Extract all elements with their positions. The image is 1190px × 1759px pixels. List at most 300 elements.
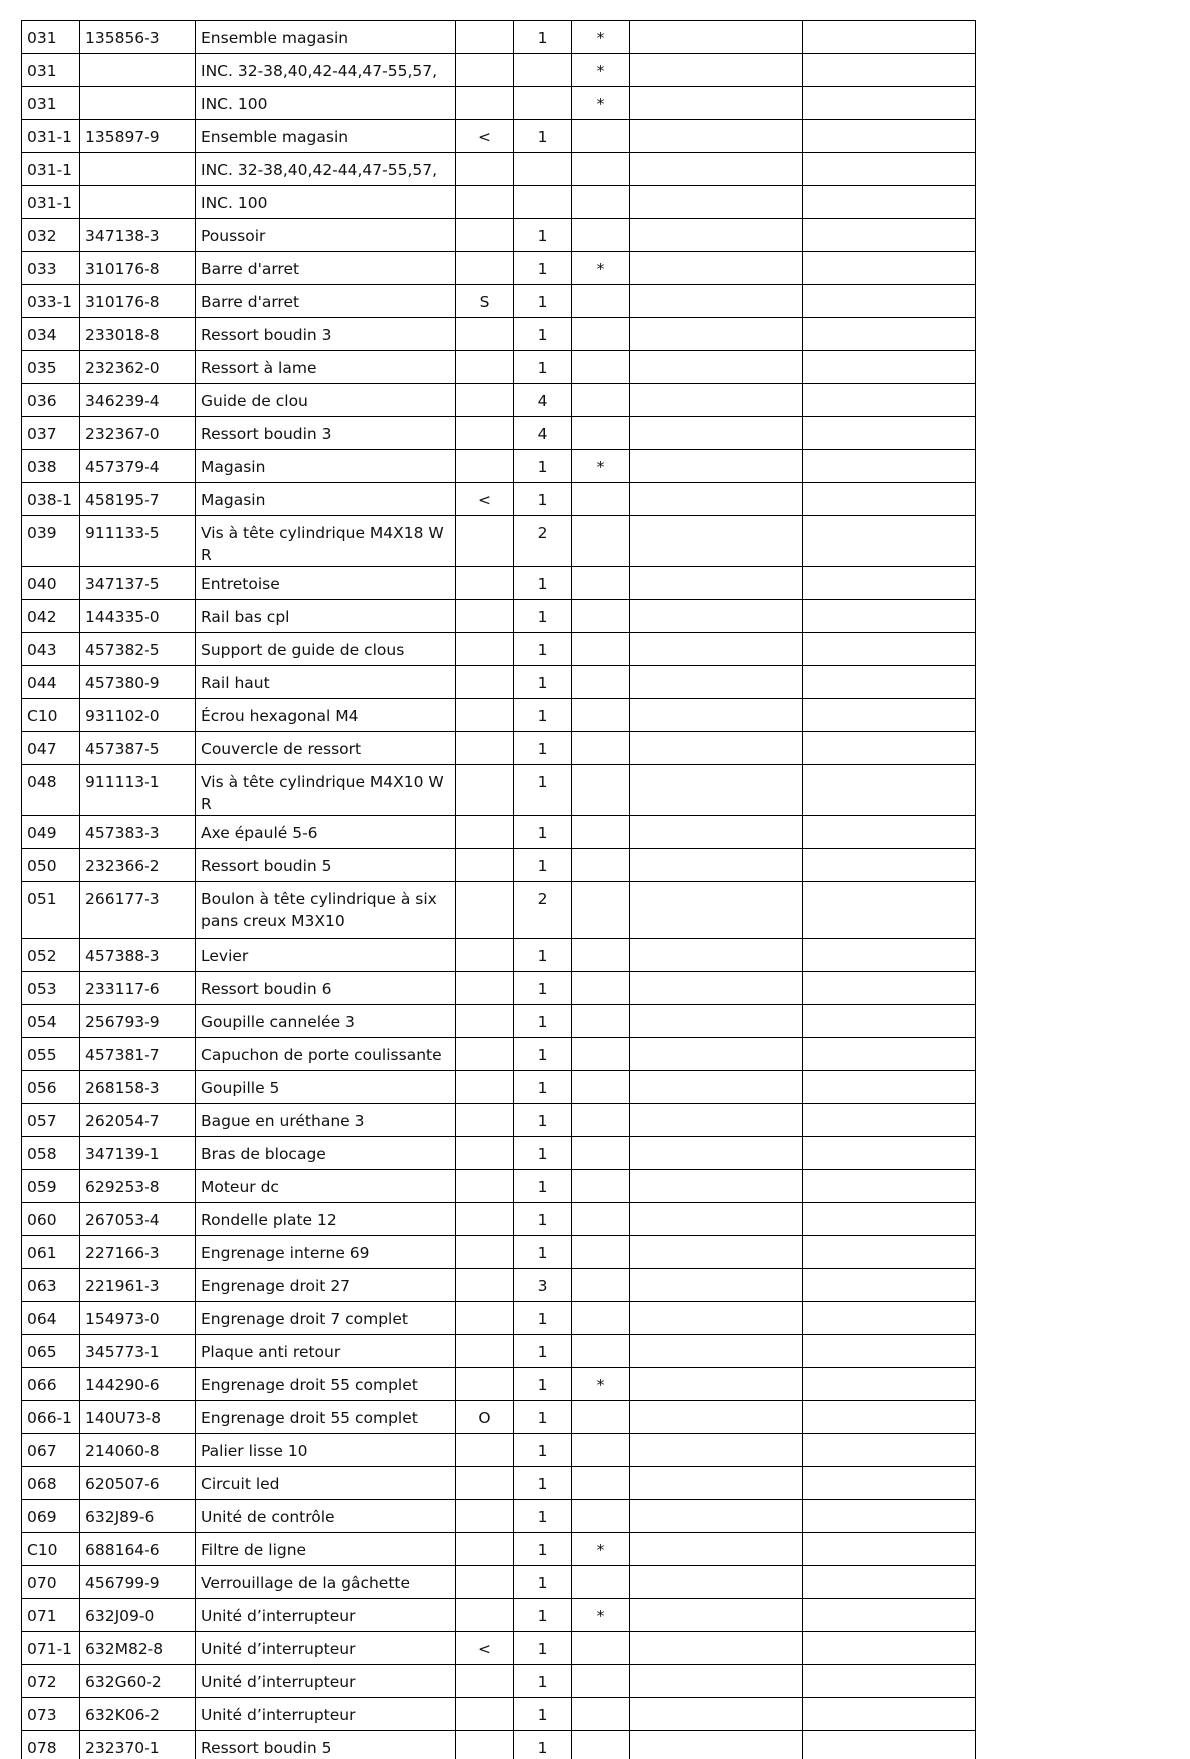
quantity-cell: 1 — [514, 219, 572, 252]
note-mark-cell — [572, 732, 630, 765]
table-row — [22, 1104, 976, 1137]
note-mark-cell — [572, 882, 630, 939]
remark-2-cell — [803, 1236, 976, 1269]
remark-1-cell — [630, 1170, 803, 1203]
item-number-cell: 063 — [22, 1269, 80, 1302]
table-row — [22, 384, 976, 417]
table-row — [22, 186, 976, 219]
description-cell: Levier — [196, 939, 456, 972]
remark-2-cell — [803, 186, 976, 219]
remark-2-cell — [803, 1566, 976, 1599]
part-number-cell: 227166-3 — [80, 1236, 196, 1269]
part-number-cell — [80, 153, 196, 186]
part-number-cell: 154973-0 — [80, 1302, 196, 1335]
table-row — [22, 1500, 976, 1533]
description-cell: Boulon à tête cylindrique à six pans creux M3X10 — [196, 882, 456, 939]
description-cell: Guide de clou — [196, 384, 456, 417]
table-row — [22, 699, 976, 732]
table-row — [22, 849, 976, 882]
table-row — [22, 1665, 976, 1698]
quantity-cell: 1 — [514, 1434, 572, 1467]
description-cell: Ressort boudin 3 — [196, 417, 456, 450]
part-number-cell — [80, 87, 196, 120]
item-number-cell: 049 — [22, 816, 80, 849]
quantity-cell: 1 — [514, 699, 572, 732]
item-number-cell: 031 — [22, 87, 80, 120]
remark-2-cell — [803, 1533, 976, 1566]
parts-table-body — [22, 21, 976, 1759]
description-cell: INC. 32-38,40,42-44,47-55,57, — [196, 153, 456, 186]
table-row — [22, 318, 976, 351]
part-number-cell: 266177-3 — [80, 882, 196, 939]
remark-2-cell — [803, 732, 976, 765]
table-row — [22, 1434, 976, 1467]
part-number-cell: 457380-9 — [80, 666, 196, 699]
description-cell: Engrenage droit 27 — [196, 1269, 456, 1302]
item-number-cell: 059 — [22, 1170, 80, 1203]
change-mark-cell — [456, 882, 514, 939]
remark-2-cell — [803, 1368, 976, 1401]
note-mark-cell — [572, 1302, 630, 1335]
remark-2-cell — [803, 483, 976, 516]
description-cell: Palier lisse 10 — [196, 1434, 456, 1467]
remark-2-cell — [803, 600, 976, 633]
remark-1-cell — [630, 21, 803, 54]
quantity-cell: 1 — [514, 1500, 572, 1533]
remark-1-cell — [630, 1566, 803, 1599]
note-mark-cell — [572, 816, 630, 849]
change-mark-cell — [456, 1071, 514, 1104]
remark-1-cell — [630, 1038, 803, 1071]
item-number-cell: 054 — [22, 1005, 80, 1038]
table-row — [22, 1533, 976, 1566]
remark-2-cell — [803, 1137, 976, 1170]
change-mark-cell — [456, 351, 514, 384]
description-cell: Unité d’interrupteur — [196, 1632, 456, 1665]
quantity-cell: 1 — [514, 1632, 572, 1665]
change-mark-cell — [456, 219, 514, 252]
remark-1-cell — [630, 849, 803, 882]
quantity-cell — [514, 87, 572, 120]
remark-1-cell — [630, 567, 803, 600]
description-cell: Filtre de ligne — [196, 1533, 456, 1566]
remark-1-cell — [630, 186, 803, 219]
note-mark-cell — [572, 219, 630, 252]
item-number-cell: 044 — [22, 666, 80, 699]
quantity-cell: 1 — [514, 1170, 572, 1203]
note-mark-cell — [572, 351, 630, 384]
table-row — [22, 252, 976, 285]
part-number-cell: 232367-0 — [80, 417, 196, 450]
note-mark-cell — [572, 516, 630, 567]
part-number-cell: 262054-7 — [80, 1104, 196, 1137]
remark-2-cell — [803, 1698, 976, 1731]
quantity-cell: 3 — [514, 1269, 572, 1302]
description-cell: Plaque anti retour — [196, 1335, 456, 1368]
item-number-cell: 033 — [22, 252, 80, 285]
item-number-cell: 055 — [22, 1038, 80, 1071]
note-mark-cell — [572, 153, 630, 186]
quantity-cell: 1 — [514, 732, 572, 765]
change-mark-cell — [456, 1368, 514, 1401]
remark-2-cell — [803, 450, 976, 483]
remark-2-cell — [803, 1203, 976, 1236]
quantity-cell: 1 — [514, 816, 572, 849]
remark-2-cell — [803, 1335, 976, 1368]
description-cell: Goupille 5 — [196, 1071, 456, 1104]
remark-2-cell — [803, 1632, 976, 1665]
remark-1-cell — [630, 1731, 803, 1759]
parts-table — [21, 20, 976, 1759]
quantity-cell: 1 — [514, 252, 572, 285]
remark-2-cell — [803, 1302, 976, 1335]
remark-1-cell — [630, 384, 803, 417]
part-number-cell: 931102-0 — [80, 699, 196, 732]
remark-2-cell — [803, 153, 976, 186]
item-number-cell: 071-1 — [22, 1632, 80, 1665]
remark-1-cell — [630, 732, 803, 765]
quantity-cell: 1 — [514, 972, 572, 1005]
item-number-cell: 053 — [22, 972, 80, 1005]
table-row — [22, 1335, 976, 1368]
remark-1-cell — [630, 54, 803, 87]
note-mark-cell — [572, 186, 630, 219]
remark-2-cell — [803, 699, 976, 732]
change-mark-cell — [456, 633, 514, 666]
change-mark-cell — [456, 666, 514, 699]
description-cell: Engrenage droit 55 complet — [196, 1401, 456, 1434]
item-number-cell: 057 — [22, 1104, 80, 1137]
remark-1-cell — [630, 939, 803, 972]
item-number-cell: 043 — [22, 633, 80, 666]
item-number-cell: 051 — [22, 882, 80, 939]
quantity-cell: 1 — [514, 765, 572, 816]
part-number-cell: 256793-9 — [80, 1005, 196, 1038]
table-row — [22, 1467, 976, 1500]
table-row — [22, 732, 976, 765]
change-mark-cell — [456, 87, 514, 120]
description-cell: Unité de contrôle — [196, 1500, 456, 1533]
item-number-cell: C10 — [22, 1533, 80, 1566]
item-number-cell: 072 — [22, 1665, 80, 1698]
description-cell: Écrou hexagonal M4 — [196, 699, 456, 732]
description-cell: Ensemble magasin — [196, 21, 456, 54]
change-mark-cell — [456, 384, 514, 417]
quantity-cell: 1 — [514, 1599, 572, 1632]
description-cell: Engrenage interne 69 — [196, 1236, 456, 1269]
remark-1-cell — [630, 765, 803, 816]
quantity-cell: 2 — [514, 882, 572, 939]
part-number-cell: 457379-4 — [80, 450, 196, 483]
quantity-cell — [514, 153, 572, 186]
remark-1-cell — [630, 816, 803, 849]
change-mark-cell — [456, 1269, 514, 1302]
item-number-cell: 066-1 — [22, 1401, 80, 1434]
description-cell: Ressort boudin 5 — [196, 1731, 456, 1759]
note-mark-cell — [572, 1005, 630, 1038]
remark-1-cell — [630, 1203, 803, 1236]
table-row — [22, 1071, 976, 1104]
quantity-cell: 1 — [514, 1302, 572, 1335]
note-mark-cell — [572, 120, 630, 153]
item-number-cell: 073 — [22, 1698, 80, 1731]
item-number-cell: 031 — [22, 21, 80, 54]
description-cell: Rondelle plate 12 — [196, 1203, 456, 1236]
remark-1-cell — [630, 285, 803, 318]
remark-1-cell — [630, 633, 803, 666]
item-number-cell: 071 — [22, 1599, 80, 1632]
item-number-cell: 034 — [22, 318, 80, 351]
table-row — [22, 516, 976, 567]
item-number-cell: 065 — [22, 1335, 80, 1368]
remark-2-cell — [803, 939, 976, 972]
remark-1-cell — [630, 318, 803, 351]
note-mark-cell — [572, 1236, 630, 1269]
part-number-cell: 345773-1 — [80, 1335, 196, 1368]
table-row — [22, 666, 976, 699]
part-number-cell: 911113-1 — [80, 765, 196, 816]
note-mark-cell: * — [572, 1599, 630, 1632]
part-number-cell: 620507-6 — [80, 1467, 196, 1500]
table-row — [22, 87, 976, 120]
remark-1-cell — [630, 1467, 803, 1500]
quantity-cell: 1 — [514, 1203, 572, 1236]
part-number-cell: 458195-7 — [80, 483, 196, 516]
quantity-cell: 1 — [514, 1566, 572, 1599]
note-mark-cell: * — [572, 1368, 630, 1401]
table-row — [22, 972, 976, 1005]
description-cell: Magasin — [196, 483, 456, 516]
remark-1-cell — [630, 1005, 803, 1038]
remark-2-cell — [803, 882, 976, 939]
change-mark-cell — [456, 153, 514, 186]
remark-1-cell — [630, 1533, 803, 1566]
change-mark-cell — [456, 1335, 514, 1368]
quantity-cell: 1 — [514, 1071, 572, 1104]
change-mark-cell — [456, 1104, 514, 1137]
item-number-cell: 066 — [22, 1368, 80, 1401]
quantity-cell: 1 — [514, 1368, 572, 1401]
table-row — [22, 1269, 976, 1302]
item-number-cell: 068 — [22, 1467, 80, 1500]
remark-1-cell — [630, 1104, 803, 1137]
quantity-cell: 4 — [514, 384, 572, 417]
part-number-cell: 221961-3 — [80, 1269, 196, 1302]
item-number-cell: 033-1 — [22, 285, 80, 318]
note-mark-cell — [572, 849, 630, 882]
quantity-cell — [514, 54, 572, 87]
description-cell: Couvercle de ressort — [196, 732, 456, 765]
part-number-cell: 911133-5 — [80, 516, 196, 567]
change-mark-cell — [456, 1170, 514, 1203]
note-mark-cell: * — [572, 450, 630, 483]
change-mark-cell: < — [456, 483, 514, 516]
part-number-cell: 688164-6 — [80, 1533, 196, 1566]
item-number-cell: 058 — [22, 1137, 80, 1170]
description-cell: Barre d'arret — [196, 285, 456, 318]
change-mark-cell — [456, 186, 514, 219]
remark-2-cell — [803, 666, 976, 699]
remark-2-cell — [803, 384, 976, 417]
change-mark-cell — [456, 1203, 514, 1236]
remark-2-cell — [803, 120, 976, 153]
part-number-cell: 632J89-6 — [80, 1500, 196, 1533]
change-mark-cell: S — [456, 285, 514, 318]
item-number-cell: 042 — [22, 600, 80, 633]
table-row — [22, 417, 976, 450]
part-number-cell: 457381-7 — [80, 1038, 196, 1071]
part-number-cell: 214060-8 — [80, 1434, 196, 1467]
quantity-cell: 1 — [514, 600, 572, 633]
quantity-cell: 1 — [514, 633, 572, 666]
item-number-cell: 060 — [22, 1203, 80, 1236]
description-cell: Magasin — [196, 450, 456, 483]
part-number-cell: 632G60-2 — [80, 1665, 196, 1698]
change-mark-cell — [456, 1005, 514, 1038]
remark-1-cell — [630, 1401, 803, 1434]
part-number-cell: 232362-0 — [80, 351, 196, 384]
remark-2-cell — [803, 417, 976, 450]
remark-1-cell — [630, 1071, 803, 1104]
quantity-cell: 1 — [514, 849, 572, 882]
part-number-cell: 310176-8 — [80, 252, 196, 285]
description-cell: Bras de blocage — [196, 1137, 456, 1170]
note-mark-cell — [572, 1401, 630, 1434]
item-number-cell: 038-1 — [22, 483, 80, 516]
remark-2-cell — [803, 816, 976, 849]
change-mark-cell: < — [456, 1632, 514, 1665]
description-cell: Moteur dc — [196, 1170, 456, 1203]
table-row — [22, 21, 976, 54]
change-mark-cell — [456, 1566, 514, 1599]
part-number-cell: 144335-0 — [80, 600, 196, 633]
item-number-cell: 031-1 — [22, 153, 80, 186]
item-number-cell: C10 — [22, 699, 80, 732]
change-mark-cell — [456, 849, 514, 882]
remark-2-cell — [803, 219, 976, 252]
change-mark-cell — [456, 1599, 514, 1632]
description-cell: INC. 100 — [196, 186, 456, 219]
item-number-cell: 037 — [22, 417, 80, 450]
table-row — [22, 153, 976, 186]
quantity-cell: 2 — [514, 516, 572, 567]
item-number-cell: 032 — [22, 219, 80, 252]
remark-1-cell — [630, 882, 803, 939]
note-mark-cell — [572, 1434, 630, 1467]
table-row — [22, 1731, 976, 1759]
part-number-cell: 457387-5 — [80, 732, 196, 765]
note-mark-cell — [572, 1632, 630, 1665]
quantity-cell: 1 — [514, 21, 572, 54]
description-cell: Entretoise — [196, 567, 456, 600]
remark-1-cell — [630, 417, 803, 450]
remark-1-cell — [630, 1269, 803, 1302]
table-row — [22, 1236, 976, 1269]
note-mark-cell — [572, 1104, 630, 1137]
table-row — [22, 939, 976, 972]
change-mark-cell — [456, 1665, 514, 1698]
part-number-cell: 347139-1 — [80, 1137, 196, 1170]
remark-2-cell — [803, 1500, 976, 1533]
part-number-cell: 233117-6 — [80, 972, 196, 1005]
item-number-cell: 056 — [22, 1071, 80, 1104]
quantity-cell: 1 — [514, 1401, 572, 1434]
item-number-cell: 038 — [22, 450, 80, 483]
note-mark-cell: * — [572, 21, 630, 54]
note-mark-cell — [572, 1665, 630, 1698]
change-mark-cell — [456, 318, 514, 351]
remark-2-cell — [803, 633, 976, 666]
part-number-cell: 629253-8 — [80, 1170, 196, 1203]
quantity-cell: 1 — [514, 1665, 572, 1698]
table-row — [22, 1005, 976, 1038]
remark-1-cell — [630, 666, 803, 699]
note-mark-cell — [572, 285, 630, 318]
remark-2-cell — [803, 1104, 976, 1137]
item-number-cell: 067 — [22, 1434, 80, 1467]
description-cell: Unité d’interrupteur — [196, 1599, 456, 1632]
table-row — [22, 219, 976, 252]
item-number-cell: 036 — [22, 384, 80, 417]
quantity-cell: 1 — [514, 1038, 572, 1071]
description-cell: Bague en uréthane 3 — [196, 1104, 456, 1137]
remark-2-cell — [803, 1434, 976, 1467]
remark-1-cell — [630, 450, 803, 483]
change-mark-cell — [456, 417, 514, 450]
item-number-cell: 031-1 — [22, 186, 80, 219]
remark-2-cell — [803, 1170, 976, 1203]
table-row — [22, 285, 976, 318]
remark-2-cell — [803, 1467, 976, 1500]
remark-1-cell — [630, 1368, 803, 1401]
change-mark-cell — [456, 54, 514, 87]
item-number-cell: 069 — [22, 1500, 80, 1533]
table-row — [22, 765, 976, 816]
item-number-cell: 048 — [22, 765, 80, 816]
part-number-cell: 232366-2 — [80, 849, 196, 882]
note-mark-cell — [572, 633, 630, 666]
quantity-cell: 1 — [514, 318, 572, 351]
change-mark-cell: < — [456, 120, 514, 153]
part-number-cell: 456799-9 — [80, 1566, 196, 1599]
description-cell: Ressort boudin 3 — [196, 318, 456, 351]
table-row — [22, 54, 976, 87]
change-mark-cell — [456, 972, 514, 1005]
table-row — [22, 633, 976, 666]
table-row — [22, 450, 976, 483]
change-mark-cell: O — [456, 1401, 514, 1434]
description-cell: Engrenage droit 55 complet — [196, 1368, 456, 1401]
description-cell: Unité d’interrupteur — [196, 1698, 456, 1731]
description-cell: Ressort boudin 6 — [196, 972, 456, 1005]
table-row — [22, 1632, 976, 1665]
remark-2-cell — [803, 54, 976, 87]
note-mark-cell — [572, 972, 630, 1005]
remark-2-cell — [803, 87, 976, 120]
description-cell: Axe épaulé 5-6 — [196, 816, 456, 849]
table-row — [22, 1401, 976, 1434]
part-number-cell: 144290-6 — [80, 1368, 196, 1401]
table-row — [22, 1368, 976, 1401]
quantity-cell: 1 — [514, 567, 572, 600]
table-row — [22, 351, 976, 384]
note-mark-cell — [572, 318, 630, 351]
part-number-cell: 267053-4 — [80, 1203, 196, 1236]
item-number-cell: 078 — [22, 1731, 80, 1759]
remark-1-cell — [630, 1335, 803, 1368]
remark-2-cell — [803, 1071, 976, 1104]
remark-2-cell — [803, 1599, 976, 1632]
